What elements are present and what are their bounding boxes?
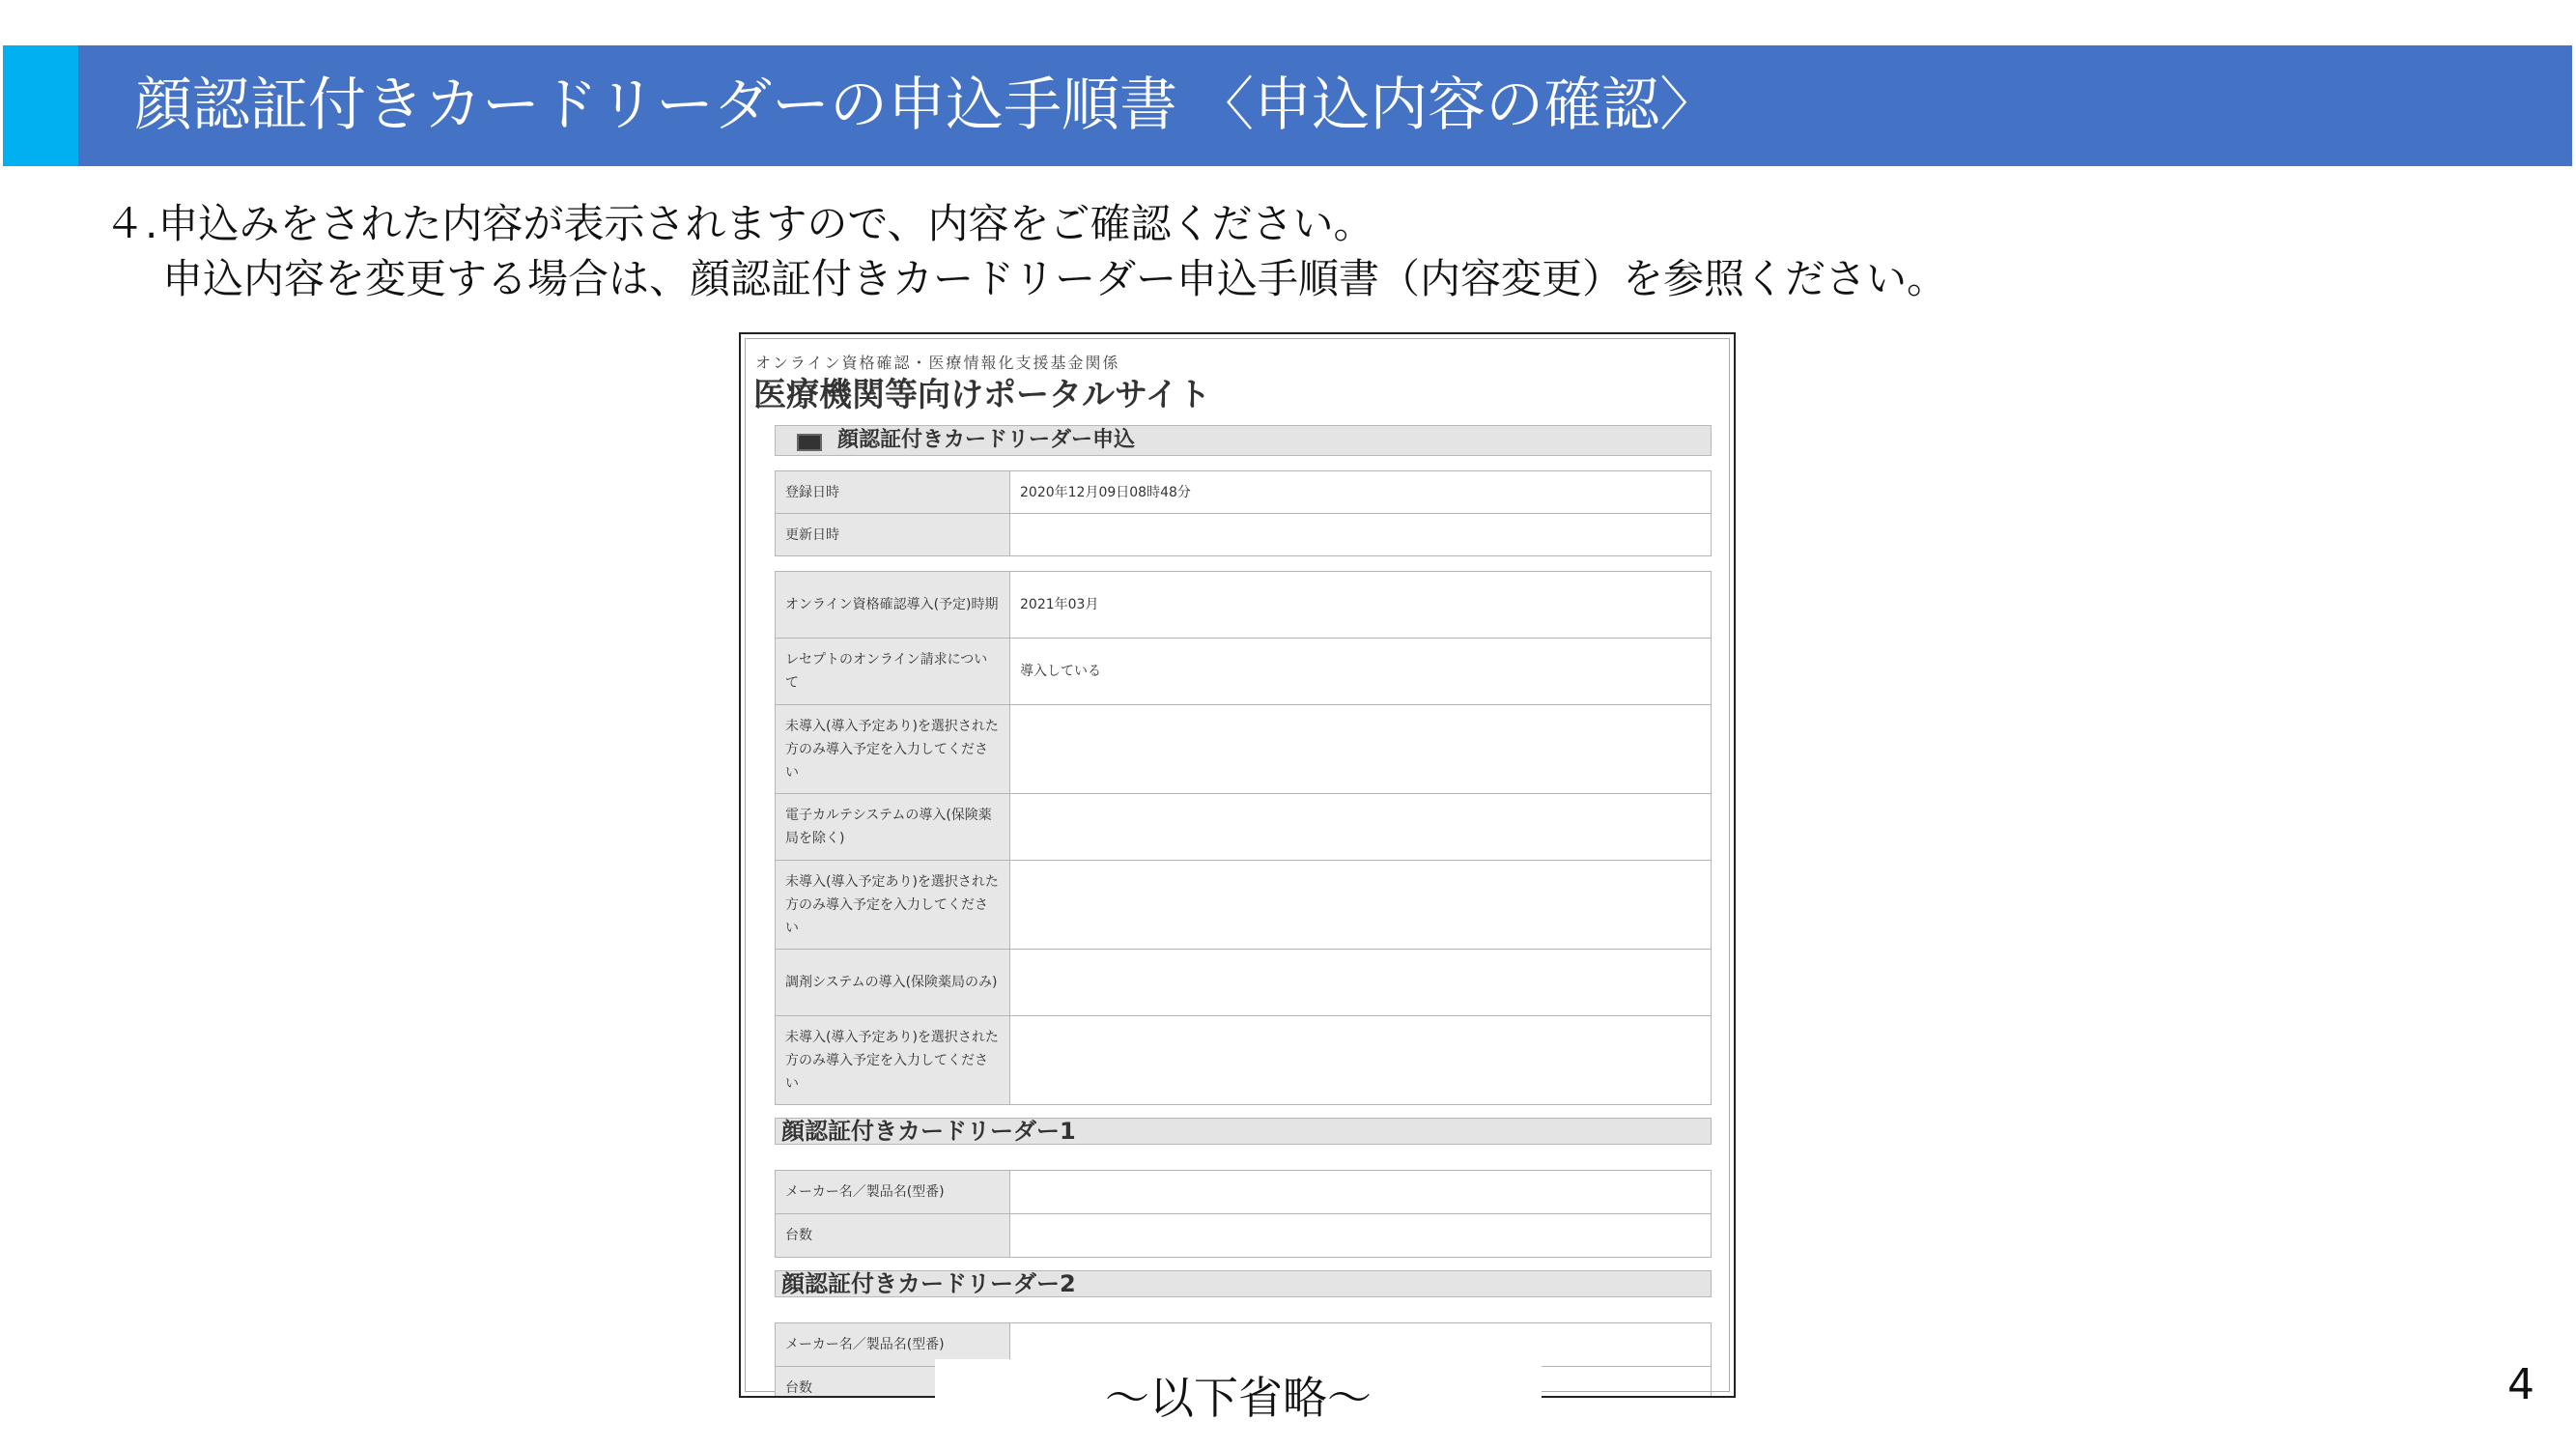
title-accent-stripe	[3, 45, 78, 166]
dates-table	[775, 470, 1712, 556]
reader1-table	[775, 1170, 1712, 1258]
reader1-count-label: 台数	[776, 1214, 1010, 1258]
instruction-line-2: 申込内容を変更する場合は、顔認証付きカードリーダー申込手順書（内容変更）を参照ください。	[162, 255, 1948, 302]
portal-caption: オンライン資格確認・医療情報化支援基金関係	[755, 354, 1120, 372]
reader1-section-header	[775, 1118, 1712, 1145]
portal-title: 医療機関等向けポータルサイト	[753, 376, 1211, 414]
title-bar	[3, 45, 2572, 166]
billing-plan-value	[1010, 705, 1712, 794]
table-row	[776, 471, 1712, 514]
reader1-maker-value	[1010, 1171, 1712, 1214]
dispensing-plan-label: 未導入(導入予定あり)を選択された方のみ導入予定を入力してください	[776, 1016, 1010, 1105]
table-row	[776, 861, 1712, 950]
application-section-header	[775, 425, 1712, 456]
reader2-maker-label: メーカー名／製品名(型番)	[776, 1323, 1010, 1367]
dispensing-system-label: 調剤システムの導入(保険薬局のみ)	[776, 950, 1010, 1016]
reader1-maker-label: メーカー名／製品名(型番)	[776, 1171, 1010, 1214]
table-row	[776, 572, 1712, 639]
page-number: 4	[2507, 1360, 2534, 1409]
emr-system-value	[1010, 794, 1712, 861]
table-row	[776, 639, 1712, 705]
monitor-icon	[797, 434, 822, 451]
emr-plan-value	[1010, 861, 1712, 950]
table-row	[776, 1171, 1712, 1214]
emr-plan-label: 未導入(導入予定あり)を選択された方のみ導入予定を入力してください	[776, 861, 1010, 950]
emr-system-label: 電子カルテシステムの導入(保険薬局を除く)	[776, 794, 1010, 861]
olrc-timing-value: 2021年03月	[1010, 572, 1712, 639]
updated-datetime-label: 更新日時	[776, 514, 1010, 556]
dispensing-plan-value	[1010, 1016, 1712, 1105]
olrc-timing-label: オンライン資格確認導入(予定)時期	[776, 572, 1010, 639]
reader1-count-value	[1010, 1214, 1712, 1258]
table-row	[776, 1214, 1712, 1258]
details-table	[775, 571, 1712, 1105]
instruction-line-1: ４.申込みをされた内容が表示されますので、内容をご確認ください。	[104, 200, 1374, 247]
table-row	[776, 705, 1712, 794]
reader1-section-title: 顔認証付きカードリーダー1	[781, 1118, 1076, 1145]
reader2-section-title: 顔認証付きカードリーダー2	[781, 1270, 1076, 1297]
billing-plan-label: 未導入(導入予定あり)を選択された方のみ導入予定を入力してください	[776, 705, 1010, 794]
table-row	[776, 794, 1712, 861]
online-billing-label: レセプトのオンライン請求について	[776, 639, 1010, 705]
slide-title: 顔認証付きカードリーダーの申込手順書 〈申込内容の確認〉	[134, 71, 1718, 139]
portal-screenshot	[739, 332, 1736, 1398]
omitted-note: ～以下省略～	[935, 1359, 1542, 1436]
registered-datetime-value: 2020年12月09日08時48分	[1010, 471, 1712, 514]
table-row	[776, 514, 1712, 556]
table-row	[776, 1016, 1712, 1105]
dispensing-system-value	[1010, 950, 1712, 1016]
updated-datetime-value	[1010, 514, 1712, 556]
application-section-title: 顔認証付きカードリーダー申込	[837, 428, 1136, 452]
reader2-section-header	[775, 1270, 1712, 1297]
reader2-count-label: 台数	[776, 1367, 1010, 1399]
table-row	[776, 950, 1712, 1016]
portal-page	[745, 338, 1730, 1396]
registered-datetime-label: 登録日時	[776, 471, 1010, 514]
online-billing-value: 導入している	[1010, 639, 1712, 705]
